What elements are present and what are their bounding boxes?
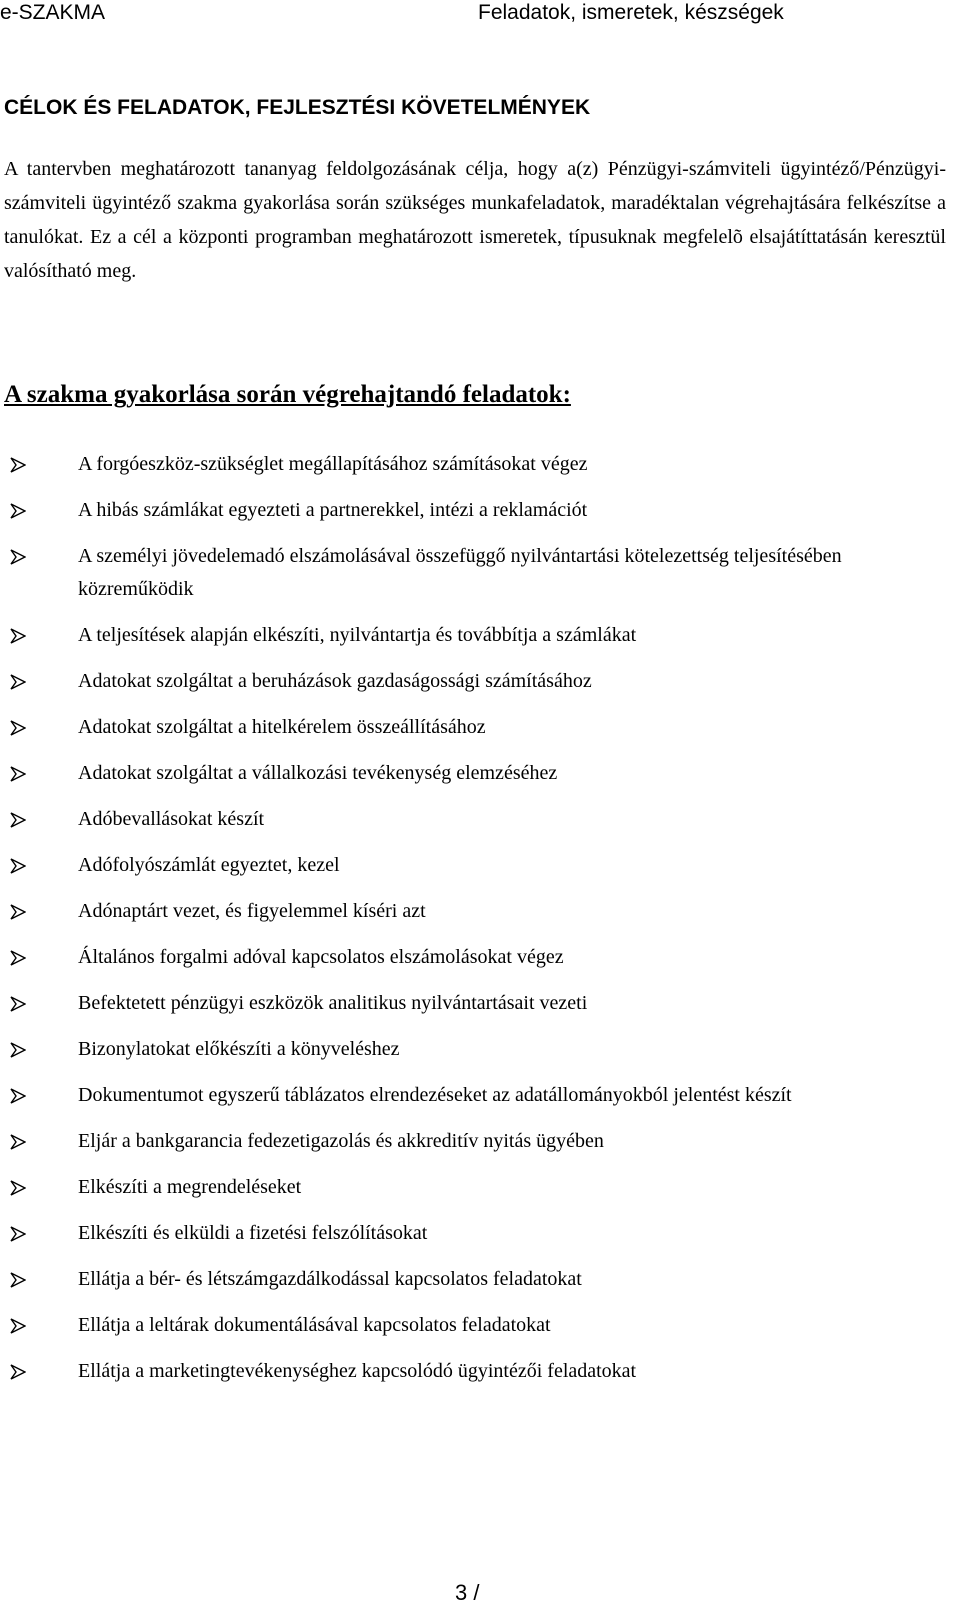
arrowhead-bullet-icon bbox=[4, 448, 78, 481]
list-item bbox=[4, 757, 946, 790]
list-item-text: Befektetett pénzügyi eszközök analitikus nyilvántartásait vezeti bbox=[78, 992, 588, 1014]
arrowhead-bullet-icon bbox=[4, 849, 78, 882]
list-item bbox=[4, 895, 946, 928]
arrowhead-bullet-icon bbox=[4, 494, 78, 527]
list-item bbox=[4, 494, 946, 527]
list-item bbox=[4, 1309, 946, 1342]
arrowhead-bullet-icon bbox=[4, 1125, 78, 1158]
list-item bbox=[4, 1125, 946, 1158]
main-heading: CÉLOK ÉS FELADATOK, FEJLESZTÉSI KÖVETELMÉNYEK bbox=[4, 96, 591, 119]
list-item-text: Elkészíti és elküldi a fizetési felszólításokat bbox=[78, 1222, 428, 1244]
arrowhead-bullet-icon bbox=[4, 540, 78, 573]
list-item bbox=[4, 1171, 946, 1204]
header-site-name: e-SZAKMA bbox=[0, 1, 106, 24]
list-item-text: Adófolyószámlát egyeztet, kezel bbox=[78, 854, 340, 876]
list-item-text: Általános forgalmi adóval kapcsolatos elszámolásokat végez bbox=[78, 946, 564, 968]
arrowhead-bullet-icon bbox=[4, 895, 78, 928]
list-item-text: A személyi jövedelemadó elszámolásával összefüggő nyilvántartási kötelezettség teljesítésében közreműködik bbox=[78, 545, 842, 600]
list-item-text: A hibás számlákat egyezteti a partnerekkel, intézi a reklamációt bbox=[78, 499, 588, 521]
tasks-heading: A szakma gyakorlása során végrehajtandó feladatok: bbox=[4, 381, 571, 408]
list-item bbox=[4, 448, 946, 481]
arrowhead-bullet-icon bbox=[4, 1263, 78, 1296]
list-item-text: Adatokat szolgáltat a beruházások gazdaságossági számításához bbox=[78, 670, 592, 692]
list-item-text: Elkészíti a megrendeléseket bbox=[78, 1176, 302, 1198]
list-item bbox=[4, 665, 946, 698]
list-item-text: Ellátja a leltárak dokumentálásával kapcsolatos feladatokat bbox=[78, 1314, 551, 1336]
list-item bbox=[4, 1217, 946, 1250]
list-item-text: Bizonylatokat előkészíti a könyveléshez bbox=[78, 1038, 400, 1060]
list-item-text: Adatokat szolgáltat a vállalkozási tevékenység elemzéséhez bbox=[78, 762, 558, 784]
list-item-text: Adatokat szolgáltat a hitelkérelem összeállításához bbox=[78, 716, 486, 738]
arrowhead-bullet-icon bbox=[4, 619, 78, 652]
list-item-text: Adóbevallásokat készít bbox=[78, 808, 265, 830]
list-item bbox=[4, 987, 946, 1020]
header-section-title: Feladatok, ismeretek, készségek bbox=[478, 1, 784, 24]
arrowhead-bullet-icon bbox=[4, 1309, 78, 1342]
arrowhead-bullet-icon bbox=[4, 711, 78, 744]
task-list bbox=[4, 448, 946, 1401]
arrowhead-bullet-icon bbox=[4, 1171, 78, 1204]
list-item-text: Ellátja a bér- és létszámgazdálkodással kapcsolatos feladatokat bbox=[78, 1268, 582, 1290]
list-item-text: Ellátja a marketingtevékenységhez kapcsolódó ügyintézői feladatokat bbox=[78, 1360, 637, 1382]
list-item bbox=[4, 619, 946, 652]
list-item-text: Adónaptárt vezet, és figyelemmel kíséri azt bbox=[78, 900, 426, 922]
list-item bbox=[4, 849, 946, 882]
arrowhead-bullet-icon bbox=[4, 665, 78, 698]
list-item bbox=[4, 540, 946, 606]
list-item-text: A teljesítések alapján elkészíti, nyilvántartja és továbbítja a számlákat bbox=[78, 624, 637, 646]
list-item-text: Eljár a bankgarancia fedezetigazolás és akkreditív nyitás ügyében bbox=[78, 1130, 604, 1152]
list-item bbox=[4, 803, 946, 836]
list-item bbox=[4, 1263, 946, 1296]
list-item bbox=[4, 1079, 946, 1112]
arrowhead-bullet-icon bbox=[4, 941, 78, 974]
arrowhead-bullet-icon bbox=[4, 757, 78, 790]
list-item bbox=[4, 941, 946, 974]
list-item-text: A forgóeszköz-szükséglet megállapításához számításokat végez bbox=[78, 453, 588, 475]
arrowhead-bullet-icon bbox=[4, 1355, 78, 1388]
list-item bbox=[4, 711, 946, 744]
arrowhead-bullet-icon bbox=[4, 987, 78, 1020]
arrowhead-bullet-icon bbox=[4, 1217, 78, 1250]
list-item bbox=[4, 1355, 946, 1388]
list-item bbox=[4, 1033, 946, 1066]
list-item-text: Dokumentumot egyszerű táblázatos elrendezéseket az adatállományokból jelentést készít bbox=[78, 1084, 792, 1106]
arrowhead-bullet-icon bbox=[4, 1079, 78, 1112]
arrowhead-bullet-icon bbox=[4, 1033, 78, 1066]
page-number: 3 / bbox=[455, 1580, 480, 1605]
arrowhead-bullet-icon bbox=[4, 803, 78, 836]
intro-paragraph: A tantervben meghatározott tananyag feldolgozásának célja, hogy a(z) Pénzügyi-számviteli ügyintéző/Pénzügyi-számviteli ügyintéző szakma gyakorlása során szükséges munkafeladatok, maradéktalan végrehajtására felkészítse a tanulókat. Ez a cél a központi programban meghatározott ismeretek, típusuknak megfelelõ elsajátíttatásán keresztül valósítható meg. bbox=[4, 158, 946, 282]
page-header bbox=[0, 0, 960, 30]
